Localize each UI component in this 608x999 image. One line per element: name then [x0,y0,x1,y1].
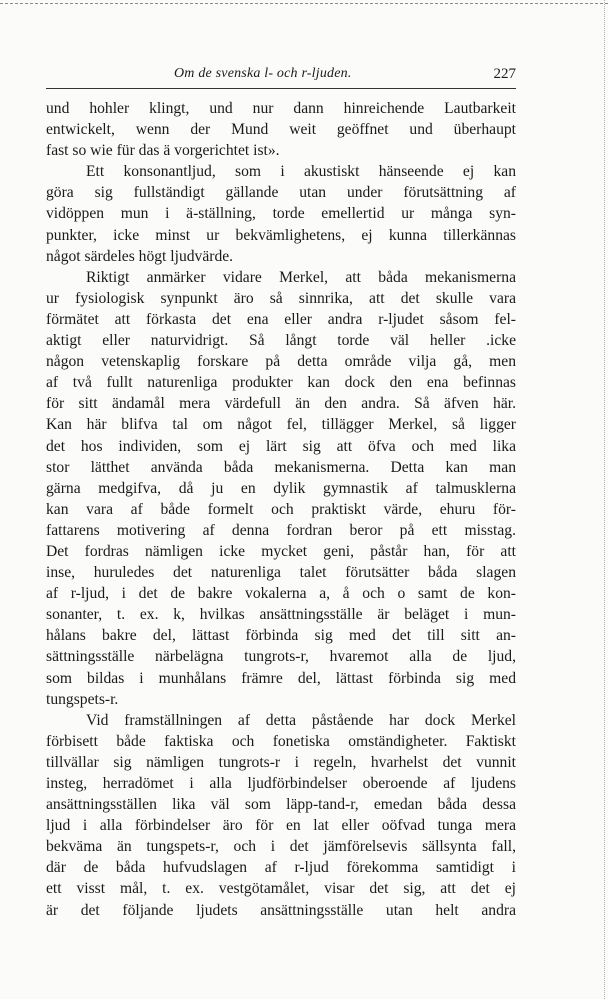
text-line: stor lätthet använda båda mekanismerna. Detta kan man [46,458,516,476]
body-text [46,98,516,921]
text-line: sättningsställe närbelägna tungrots-r, hvaremot alla de ljud, [46,648,516,666]
text-line: Riktigt anmärker vidare Merkel, att båda mekanismerna [86,268,516,286]
text-line: något särdeles högt ljudvärde. [46,247,234,265]
text-line: göra sig fullständigt gällande utan under förutsättning af [46,184,516,202]
text-line: kan vara af både formelt och praktiskt värde, ehuru för- [46,500,516,518]
text-line: gärna medgifva, då ju en dylik gymnastik af talmusklerna [46,479,516,497]
text-line: där de båda hufvudslagen af r-ljud förekomma samtidigt i [46,859,516,877]
text-line: förbisett både faktiska och fonetiska omständigheter. Faktiskt [46,732,516,750]
running-head [46,66,516,84]
text-line: tillvällar sig nämligen tungrots-r i regeln, hvarhelst det vunnit [46,753,516,771]
text-line: insteg, herradömet i alla ljudförbindelser oberoende af ljudens [46,775,516,792]
text-line: aktigt eller naturvidrigt. Så långt torde väl heller .icke [46,332,516,350]
page-number: 227 [493,66,516,82]
text-line: förmätet att förkasta det ena eller andra r-ljudet såsom fel- [46,310,516,328]
text-line: som bildas i munhålans främre del, lättast förbinda sig med [46,669,516,687]
text-line: af två fullt naturenliga produkter kan dock den ena befinnas [46,374,516,392]
text-line: bekväma än tungspets-r, och i det jämförelsevis sällsynta fall, [46,838,516,856]
text-line: punkter, icke minst ur bekvämlighetens, ej kunna tillerkännas [46,226,516,244]
scan-top-edge [0,3,608,4]
text-line: inse, huruledes det naturenliga talet förutsätter båda slagen [46,564,516,582]
text-line: ur fysiologisk synpunkt äro så sinnrika, att det skulle vara [46,289,516,307]
text-line: entwickelt, wenn der Mund weit geöffnet und überhaupt [46,121,516,139]
text-line: Kan här blifva tal om något fel, tillägger Merkel, så ligger [46,416,516,434]
text-line: fast so wie für das ä vorgerichtet ist». [46,142,280,160]
text-line: fattarens motivering af denna fordran beror på ett misstag. [46,521,516,539]
text-line: Det fordras nämligen icke mycket geni, påstår han, för att [46,542,516,560]
text-line: är det följande ljudets ansättningsställe utan helt andra [46,901,516,919]
text-line: und hohler klingt, und nur dann hinreichende Lautbarkeit [46,100,516,117]
scan-right-edge [604,0,605,999]
text-line: Vid framställningen af detta påstående har dock Merkel [86,711,516,729]
header-rule [46,88,516,89]
text-line: ljud i alla förbindelser äro för en lat eller oöfvad tunga mera [46,817,516,835]
text-line: hålans bakre del, lättast förbinda sig med det till sitt an- [46,627,516,645]
text-line: Ett konsonantljud, som i akustiskt hänseende ej kan [86,163,516,181]
text-line: sonanter, t. ex. k, hvilkas ansättningsställe är beläget i mun- [46,606,516,624]
text-line: för sitt ändamål mera värdefull än den andra. Så äfven här. [46,395,516,413]
text-line: vidöppen mun i ä-ställning, torde emellertid ur många syn- [46,205,516,223]
text-line: af r-ljud, i det de bakre vokalerna a, å och o samt de kon- [46,585,516,603]
text-line: ansättningsställen lika väl som läpp-tand-r, emedan båda dessa [46,796,516,814]
text-line: ett visst mål, t. ex. vestgötamålet, visar det sig, att det ej [46,880,516,898]
text-line: det hos individen, som ej lärt sig att öfva och med lika [46,437,516,455]
running-title: Om de svenska l- och r-ljuden. [174,66,352,81]
text-line: tungspets-r. [46,690,119,708]
text-line: någon vetenskaplig forskare på detta område vilja gå, men [46,353,516,371]
